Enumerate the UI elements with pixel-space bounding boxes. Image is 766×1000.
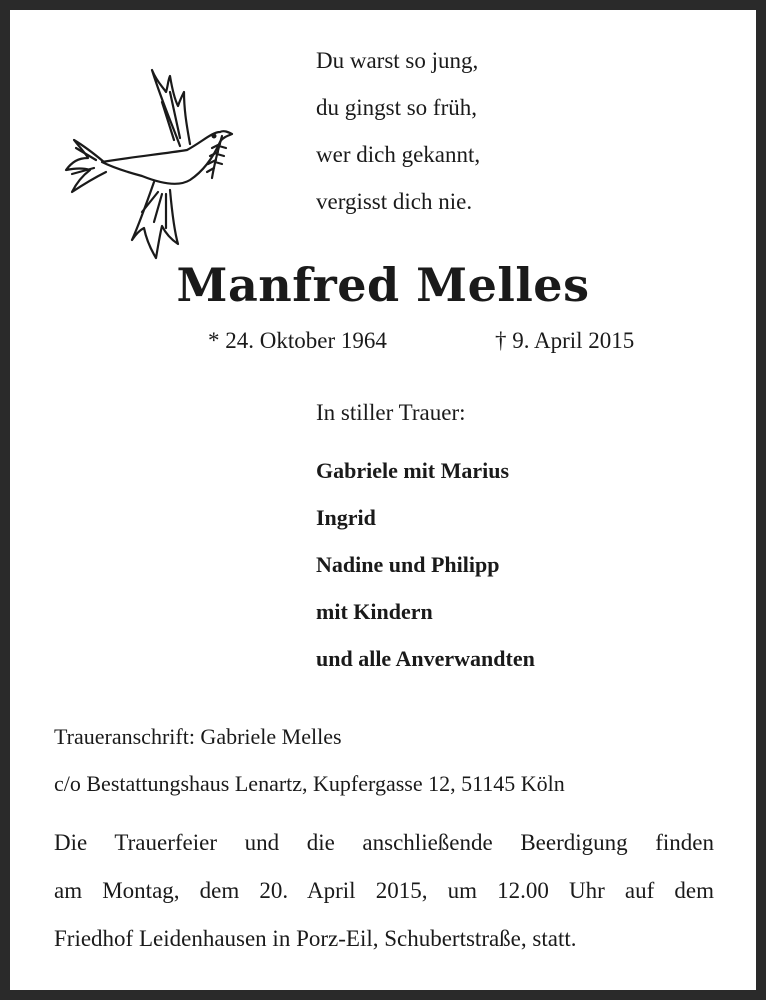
dove-icon [62, 62, 240, 262]
death-date: † 9. April 2015 [495, 328, 635, 353]
address-line: c/o Bestattungshaus Lenartz, Kupfergasse 12, 51145 Köln [54, 771, 565, 796]
service-line: Die Trauerfeier und die anschließende Beerdigung finden [54, 830, 714, 855]
mourner-entry: Nadine und Philipp [316, 552, 500, 577]
mourner-entry: mit Kindern [316, 599, 433, 624]
poem-line: wer dich gekannt, [316, 142, 481, 167]
poem-line: du gingst so früh, [316, 95, 477, 120]
poem-line: vergisst dich nie. [316, 189, 473, 214]
memorial-poem [316, 46, 480, 234]
service-line: Friedhof Leidenhausen in Porz-Eil, Schubertstraße, statt. [54, 926, 577, 951]
deceased-name: Manfred Melles [176, 258, 590, 312]
address-line: Traueranschrift: Gabriele Melles [54, 724, 342, 749]
mourner-entry: Gabriele mit Marius [316, 458, 510, 483]
mourning-label: In stiller Trauer: [316, 400, 466, 425]
mourners-list [316, 456, 535, 691]
funeral-service-info [54, 828, 714, 972]
mourning-address [54, 722, 565, 816]
mourner-entry: und alle Anverwandten [316, 646, 535, 671]
poem-line: Du warst so jung, [316, 48, 479, 73]
obituary-notice [10, 10, 756, 990]
birth-date: * 24. Oktober 1964 [208, 328, 387, 353]
mourner-entry: Ingrid [316, 505, 376, 530]
service-line: am Montag, dem 20. April 2015, um 12.00 Uhr auf dem [54, 878, 714, 903]
